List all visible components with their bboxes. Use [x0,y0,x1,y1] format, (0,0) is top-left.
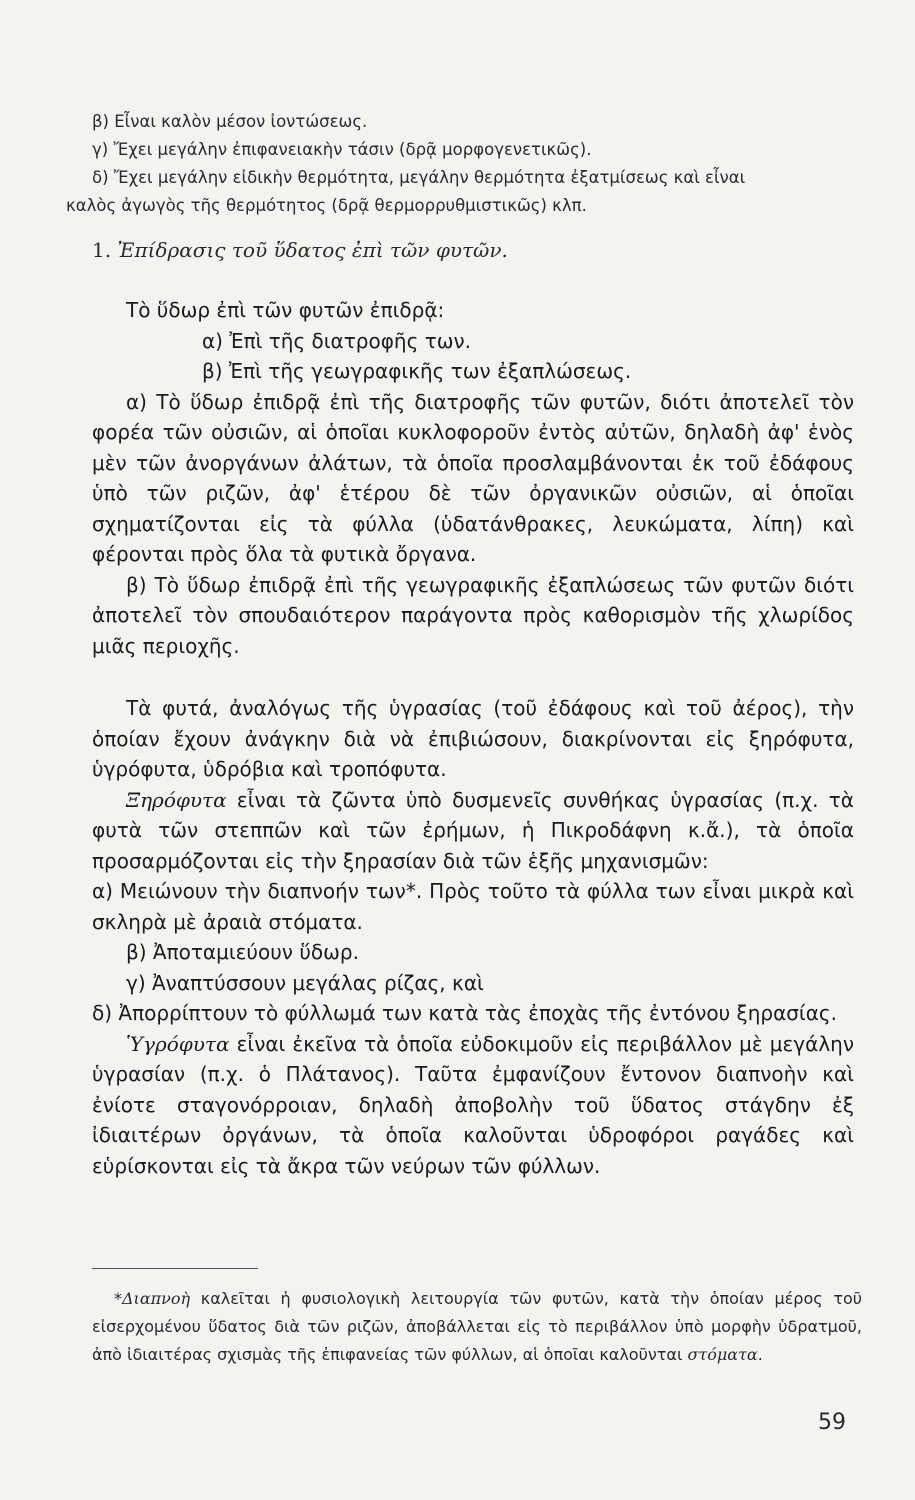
paragraph-hygrophytes [92,1029,854,1182]
footnote [92,1285,862,1369]
term-hygrophytes: Ὑγρόφυτα [126,1031,230,1056]
section-heading [92,238,862,262]
section-title: Ἐπίδρασις τοῦ ὕδατος ἐπὶ τῶν φυτῶν. [117,238,508,262]
mechanism-a: α) Μειώνουν τὴν διαπνοήν των*. Πρὸς τοῦτο τὰ φύλλα των εἶναι μικρὰ καὶ σκληρὰ μὲ ἀραιὰ στόματα. [92,879,854,934]
footnote-text [92,1285,862,1369]
effect-item-b: β) Ἐπὶ τῆς γεωγραφικῆς των ἐξαπλώσεως. [202,359,632,383]
property-delta-line2: καλὸς ἀγωγὸς τῆς θερμότητος (δρᾷ θερμορρυθμιστικῶς) κλπ. [66,196,587,215]
paragraph-distribution: β) Τὸ ὕδωρ ἐπιδρᾷ ἐπὶ τῆς γεωγραφικῆς ἐξαπλώσεως τῶν φυτῶν διότι ἀποτελεῖ τὸν σπουδαιότερον παράγοντα πρὸς καθορισμὸν τῆς χλωρίδος μιᾶς περιοχῆς. [92,572,854,658]
property-list [66,108,862,220]
property-delta-line1: δ) Ἔχει μεγάλην εἰδικὴν θερμότητα, μεγάλην θερμότητα ἐξατμίσεως καὶ εἶναι [92,168,746,187]
property-gamma: γ) Ἔχει μεγάλην ἐπιφανειακὴν τάσιν (δρᾷ μορφογενετικῶς). [92,140,592,159]
footnote-end: . [757,1345,763,1364]
main-text [92,295,854,1181]
mechanism-c: γ) Ἀναπτύσσουν μεγάλας ρίζας, καὶ [126,970,484,995]
footnote-term: Διαπνοὴ [122,1289,191,1308]
hygrophytes-text: εἶναι ἐκεῖνα τὰ ὁποῖα εὐδοκιμοῦν εἰς περιβάλλον μὲ μεγάλην ὑγρασίαν (π.χ. ὁ Πλάτανος). Ταῦτα ἐμφανίζουν ἔντονον διαπνοὴν καὶ ἐνίοτε σταγονόρροιαν, δηλαδὴ ἀποβολὴν τοῦ ὕδατος στάγδην ἐξ ἰδιαιτέρων ὀργάνων, τὰ ὁποῖα καλοῦνται ὑδροφόροι ραγάδες καὶ εὑρίσκονται εἰς τὰ ἄκρα τῶν νεύρων τῶν φύλλων. [92,1031,854,1178]
xerophytes-text: εἶναι τὰ ζῶντα ὑπὸ δυσμενεῖς συνθήκας ὑγρασίας (π.χ. τὰ φυτὰ τῶν στεππῶν καὶ τῶν ἐρήμων, ἡ Πικροδάφνη κ.ἄ.), τὰ ὁποῖα προσαρμόζονται εἰς τὴν ξηρασίαν διὰ τῶν ἑξῆς μηχανισμῶν: [92,787,854,873]
paragraph-xerophytes [92,785,854,877]
page-number: 59 [818,1410,846,1435]
footnote-term-stomata: στόματα [687,1345,758,1364]
mechanism-b: β) Ἀποταμιεύουν ὕδωρ. [126,940,359,964]
section-number: 1. [92,238,112,262]
property-beta: β) Εἶναι καλὸν μέσον ἰοντώσεως. [92,112,368,131]
footnote-body: καλεῖται ἡ φυσιολογικὴ λειτουργία τῶν φυτῶν, κατὰ τὴν ὁποίαν μέρος τοῦ εἰσερχομένου ὕδατος διὰ τῶν ριζῶν, ἀποβάλλεται εἰς τὸ περιβάλλον ὑπὸ μορφὴν ὑδρατμοῦ, ἀπὸ ἰδιαιτέρας σχισμὰς τῆς ἐπιφανείας τῶν φύλλων, αἱ ὁποῖαι καλοῦνται [92,1289,862,1364]
footnote-divider [92,1268,258,1269]
term-xerophytes: Ξηρόφυτα [126,787,227,812]
intro-line: Τὸ ὕδωρ ἐπὶ τῶν φυτῶν ἐπιδρᾷ: [126,298,445,322]
paragraph-nutrition: α) Τὸ ὕδωρ ἐπιδρᾷ ἐπὶ τῆς διατροφῆς τῶν φυτῶν, διότι ἀποτελεῖ τὸν φορέα τῶν οὐσιῶν, αἱ ὁποῖαι κυκλοφοροῦν ἐντὸς αὐτῶν, δηλαδὴ ἀφ' ἑνὸς μὲν τῶν ἀνοργάνων ἀλάτων, τὰ ὁποῖα προσλαμβάνονται ἐκ τοῦ ἐδάφους ὑπὸ τῶν ριζῶν, ἀφ' ἑτέρου δὲ τῶν ὀργανικῶν οὐσιῶν, αἱ ὁποῖαι σχηματίζονται εἰς τὰ φύλλα (ὑδατάνθρακες, λευκώματα, λίπη) καὶ φέρονται πρὸς ὅλα τὰ φυτικὰ ὄργανα. [92,389,854,566]
effect-item-a: α) Ἐπὶ τῆς διατροφῆς των. [202,328,471,353]
paragraph-gap [92,661,854,693]
mechanism-d: δ) Ἀπορρίπτουν τὸ φύλλωμά των κατὰ τὰς ἐποχὰς τῆς ἐντόνου ξηρασίας. [92,1001,837,1025]
footnote-marker: * [114,1289,122,1308]
paragraph-classification: Τὰ φυτά, ἀναλόγως τῆς ὑγρασίας (τοῦ ἐδάφους καὶ τοῦ ἀέρος), τὴν ὁποίαν ἔχουν ἀνάγκην διὰ νὰ ἐπιβιώσουν, διακρίνονται εἰς ξηρόφυτα, ὑγρόφυτα, ὑδρόβια καὶ τροπόφυτα. [92,696,854,781]
